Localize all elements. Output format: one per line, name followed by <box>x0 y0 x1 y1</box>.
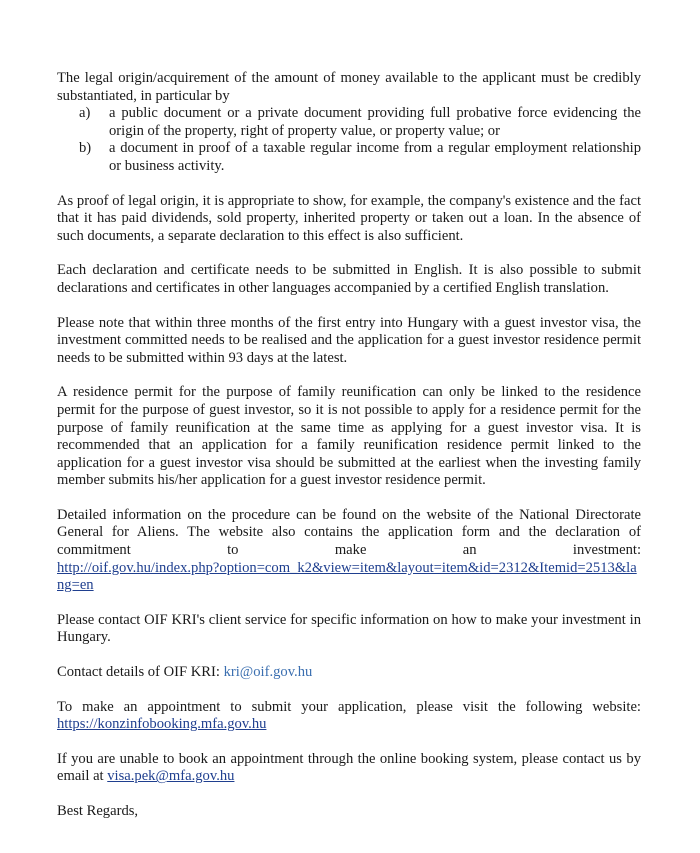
contact-label: Contact details of OIF KRI: <box>57 664 224 681</box>
visa-email-link[interactable]: visa.pek@mfa.gov.hu <box>107 768 235 785</box>
list-item <box>57 140 641 175</box>
family-reunification-paragraph: A residence permit for the purpose of family reunification can only be linked to the residence permit for the purpose of guest investor, so it is not possible to apply for a residence permit for the purpose of family reunification at the same time as applying for a guest investor visa. It is recommended that an application for a family reunification residence permit linked to the application for a guest investor visa should be submitted at the earliest when the investing family member submits his/her application for a guest investor residence permit. <box>57 384 641 489</box>
contact-details <box>57 664 641 682</box>
three-months-paragraph: Please note that within three months of the first entry into Hungary with a guest investor visa, the investment committed needs to be realised and the application for a guest investor residence permit needs to be submitted within 93 days at the latest. <box>57 314 641 366</box>
intro-paragraph: The legal origin/acquirement of the amount of money available to the applicant must be credibly substantiated, in particular by <box>57 70 641 104</box>
detailed-info-paragraph <box>57 507 641 595</box>
list-item <box>57 105 641 140</box>
oif-procedure-link[interactable]: http://oif.gov.hu/index.php?option=com_k2&view=item&layout=item&id=2312&Itemid=2513&lang=en <box>57 559 637 594</box>
list-item-text: a document in proof of a taxable regular income from a regular employment relationship or business activity. <box>109 140 641 174</box>
list-item-text: a public document or a private document providing full probative force evidencing the origin of the property, right of property value, or property value; or <box>109 105 641 139</box>
unable-text: If you are unable to book an appointment through the online booking system, please contact us by email at <box>57 750 641 785</box>
detailed-info-text: Detailed information on the procedure can be found on the website of the National Directorate General for Aliens. The website also contains the application form and the declaration of commitment to make an investment: <box>57 506 641 559</box>
english-paragraph: Each declaration and certificate needs to be submitted in English. It is also possible to submit declarations and certificates in other languages accompanied by a certified English translation. <box>57 262 641 296</box>
unable-paragraph <box>57 751 641 786</box>
appointment-text: To make an appointment to submit your application, please visit the following website: <box>57 698 641 715</box>
appointment-paragraph <box>57 699 641 734</box>
document-page <box>57 70 641 821</box>
list-marker: a) <box>79 105 91 122</box>
contact-paragraph: Please contact OIF KRI's client service for specific information on how to make your investment in Hungary. <box>57 611 641 646</box>
contact-email[interactable]: kri@oif.gov.hu <box>223 664 313 681</box>
list-marker: b) <box>79 140 92 157</box>
booking-link[interactable]: https://konzinfobooking.mfa.gov.hu <box>57 716 267 733</box>
evidence-list <box>57 105 641 175</box>
proof-paragraph: As proof of legal origin, it is appropriate to show, for example, the company's existence and the fact that it has paid dividends, sold property, inherited property or taken out a loan. In the absence of such documents, a separate declaration to this effect is also sufficient. <box>57 192 641 244</box>
closing: Best Regards, <box>57 803 139 819</box>
